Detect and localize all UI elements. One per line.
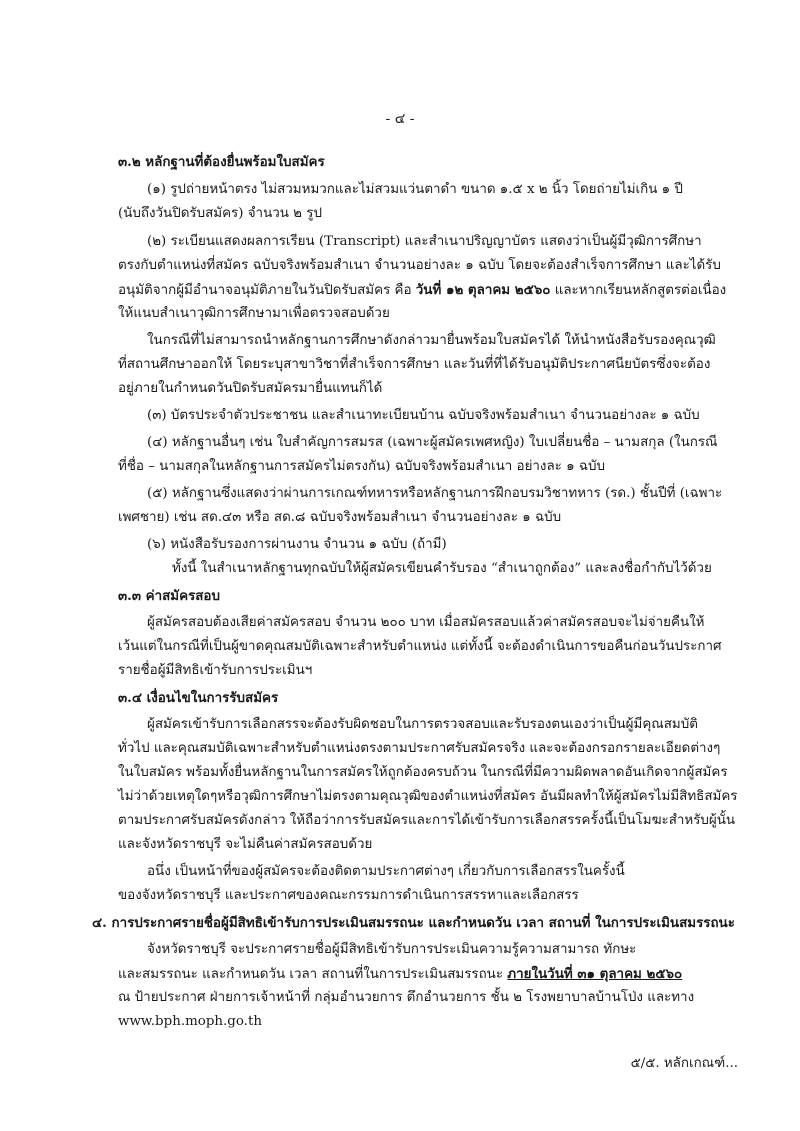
item-2-line-1: (๒) ระเบียนแสดงผลการเรียน (Transcript) และสำเนาปริญญาบัตร แสดงว่าเป็นผู้มีวุฒิการศึกษา [147, 234, 702, 249]
certificate-paragraph-line-2: ที่สถานศึกษาออกให้ โดยระบุสาขาวิชาที่สำเร็จการศึกษา และวันที่ที่ได้รับอนุมัติประกาศนียบัตรซึ่งจะต้อง [118, 357, 711, 372]
announcement-line-3: ณ ป้ายประกาศ ฝ่ายการเจ้าหน้าที่ กลุ่มอำนวยการ ตึกอำนวยการ ชั้น ๒ โรงพยาบาลบ้านโป่ง และทาง [118, 990, 695, 1005]
conditions-line-1: ผู้สมัครเข้ารับการเลือกสรรจะต้องรับผิดชอบในการตรวจสอบและรับรองตนเองว่าเป็นผู้มีคุณสมบัติ [147, 717, 698, 732]
item-2-line-3: อนุมัติจากผู้มีอำนาจอนุมัติภายในวันปิดรับสมัคร คือ วันที่ ๑๒ ตุลาคม ๒๕๖๐ และหากเรียนหลักสูตรต่อเนื่อง [118, 282, 727, 298]
section-3-3-heading: ๓.๓ ค่าสมัครสอบ [118, 588, 220, 604]
item-3: (๓) บัตรประจำตัวประชาชน และสำเนาทะเบียนบ้าน ฉบับจริงพร้อมสำเนา จำนวนอย่างละ ๑ ฉบับ [147, 408, 700, 423]
item-4-line-1: (๔) หลักฐานอื่นๆ เช่น ใบสำคัญการสมรส (เฉพาะผู้สมัครเพศหญิง) ใบเปลี่ยนชื่อ – นามสกุล (ในกรณี [147, 435, 718, 450]
item-2-line-2: ตรงกับตำแหน่งที่สมัคร ฉบับจริงพร้อมสำเนา จำนวนอย่างละ ๑ ฉบับ โดยจะต้องสำเร็จการศึกษา และได้รับ [118, 258, 721, 273]
item-6: (๖) หนังสือรับรองการผ่านงาน จำนวน ๑ ฉบับ (ถ้ามี) [147, 537, 447, 552]
certification-note: ทั้งนี้ ในสำเนาหลักฐานทุกฉบับให้ผู้สมัครเขียนคำรับรอง “สำเนาถูกต้อง” และลงชื่อกำกับไว้ด้วย [172, 561, 712, 576]
item-4-line-2: ที่ชื่อ – นามสกุลในหลักฐานการสมัครไม่ตรงกัน) ฉบับจริงพร้อมสำเนา อย่างละ ๑ ฉบับ [118, 459, 606, 474]
fee-line-3: รายชื่อผู้มีสิทธิเข้ารับการประเมินฯ [118, 663, 313, 678]
announcement-line-2: และสมรรถนะ และกำหนดวัน เวลา สถานที่ในการประเมินสมรรถนะ ภายในวันที่ ๓๑ ตุลาคม ๒๕๖๐ [118, 966, 683, 982]
certificate-paragraph-line-3: อยู่ภายในกำหนดวันปิดรับสมัครมายื่นแทนก็ได้ [118, 381, 383, 396]
page-number: - ๔ - [385, 111, 415, 127]
continuation-footer: ๕/๕. หลักเกณฑ์... [630, 1056, 738, 1071]
conditions-line-6: และจังหวัดราชบุรี จะไม่คืนค่าสมัครสอบด้วย [118, 837, 373, 852]
conditions-line-8: ของจังหวัดราชบุรี และประกาศของคณะกรรมการดำเนินการสรรหาและเลือกสรร [118, 888, 579, 903]
announcement-line-1: จังหวัดราชบุรี จะประกาศรายชื่อผู้มีสิทธิเข้ารับการประเมินความรู้ความสามารถ ทักษะ [147, 942, 637, 957]
fee-line-1: ผู้สมัครสอบต้องเสียค่าสมัครสอบ จำนวน ๒๐๐ บาท เมื่อสมัครสอบแล้วค่าสมัครสอบจะไม่จ่ายคืนให้ [147, 615, 705, 630]
conditions-line-5: ตามประกาศรับสมัครดังกล่าว ให้ถือว่าการรับสมัครและการได้เข้ารับการเลือกสรรครั้งนี้เป็นโมฆะสำหรับผู้นั้น [118, 813, 736, 828]
item-5-line-1: (๕) หลักฐานซึ่งแสดงว่าผ่านการเกณฑ์ทหารหรือหลักฐานการฝึกอบรมวิชาทหาร (รด.) ชั้นปีที่ (เฉพาะ [147, 486, 723, 501]
item-1-line-2: (นับถึงวันปิดรับสมัคร) จำนวน ๒ รูป [118, 206, 322, 221]
section-4-heading: ๔. การประกาศรายชื่อผู้มีสิทธิเข้ารับการประเมินสมรรถนะ และกำหนดวัน เวลา สถานที่ ในการประเมินสมรรถนะ [92, 915, 735, 931]
closing-date-highlight: วันที่ ๑๒ ตุลาคม ๒๕๖๐ [415, 282, 551, 298]
section-3-4-heading: ๓.๔ เงื่อนไขในการรับสมัคร [118, 690, 279, 706]
website-url: www.bph.moph.go.th [118, 1014, 262, 1029]
fee-line-2: เว้นแต่ในกรณีที่เป็นผู้ขาดคุณสมบัติเฉพาะสำหรับตำแหน่ง แต่ทั้งนี้ จะต้องดำเนินการขอคืนก่อนวันประกาศ [118, 639, 722, 654]
certificate-paragraph-line-1: ในกรณีที่ไม่สามารถนำหลักฐานการศึกษาดังกล่าวมายื่นพร้อมใบสมัครได้ ให้นำหนังสือรับรองคุณวุฒิ [147, 333, 716, 348]
conditions-line-3: ในใบสมัคร พร้อมทั้งยื่นหลักฐานในการสมัครให้ถูกต้องครบถ้วน ในกรณีที่มีความผิดพลาดอันเกิดจากผู้สมัคร [118, 765, 728, 780]
item-1-line-1: (๑) รูปถ่ายหน้าตรง ไม่สวมหมวกและไม่สวมแว่นตาดำ ขนาด ๑.๕ x ๒ นิ้ว โดยถ่ายไม่เกิน ๑ ปี [147, 182, 683, 197]
item-2-line-4: ให้แนบสำเนาวุฒิการศึกษามาเพื่อตรวจสอบด้วย [118, 306, 390, 321]
conditions-line-2: ทั่วไป และคุณสมบัติเฉพาะสำหรับตำแหน่งตรงตามประกาศรับสมัครจริง และจะต้องกรอกรายละเอียดต่างๆ [118, 741, 721, 756]
conditions-line-4: ไม่ว่าด้วยเหตุใดๆหรือวุฒิการศึกษาไม่ตรงตามคุณวุฒิของตำแหน่งที่สมัคร อันมีผลทำให้ผู้สมัครไม่มีสิทธิสมัคร [118, 789, 738, 804]
announcement-date-highlight: ภายในวันที่ ๓๑ ตุลาคม ๒๕๖๐ [507, 966, 683, 982]
item-5-line-2: เพศชาย) เช่น สด.๔๓ หรือ สด.๘ ฉบับจริงพร้อมสำเนา จำนวนอย่างละ ๑ ฉบับ [118, 510, 562, 525]
section-3-2-heading: ๓.๒ หลักฐานที่ต้องยื่นพร้อมใบสมัคร [118, 154, 325, 170]
conditions-line-7: อนึ่ง เป็นหน้าที่ของผู้สมัครจะต้องติดตามประกาศต่างๆ เกี่ยวกับการเลือกสรรในครั้งนี้ [147, 864, 625, 879]
